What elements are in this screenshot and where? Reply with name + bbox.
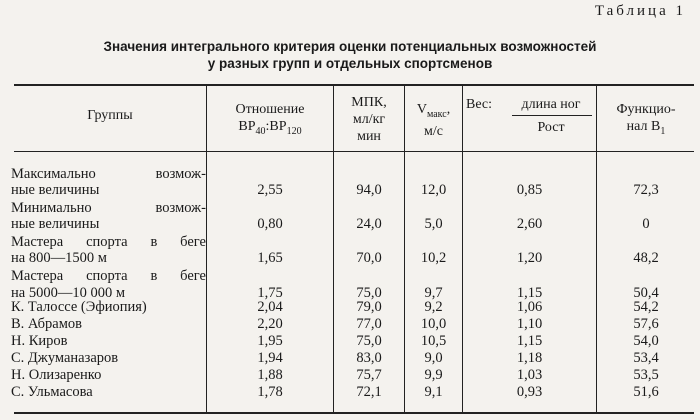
header-weight-label: Вес: (466, 97, 493, 112)
row-group-line: К. Талоссе (Эфиопия) (11, 299, 147, 315)
header-mpk (334, 94, 404, 145)
row-group-line: Н. Олизаренко (11, 367, 102, 383)
cell-functional: 53,5 (633, 367, 659, 383)
header-weight-denominator: Рост (537, 120, 565, 135)
header-functional-sub: 1 (660, 125, 666, 137)
row-group-line: Мастера спорта в беге (11, 268, 206, 284)
header-mpk-line-1: МПК, (351, 95, 387, 110)
cell-ratio: 2,55 (257, 182, 283, 198)
table-row-min-line-2 (0, 214, 700, 234)
header-vmax (405, 101, 462, 140)
cell-functional: 57,6 (633, 316, 659, 332)
header-ratio-line-2 (207, 118, 333, 140)
cell-functional: 50,4 (633, 285, 659, 301)
row-group-line: на 5000—10 000 м (11, 285, 125, 301)
cell-ratio: 1,94 (257, 350, 283, 366)
cell-weight: 1,18 (516, 350, 543, 366)
cell-functional: 0 (642, 216, 650, 232)
cell-ratio: 2,04 (257, 299, 283, 315)
cell-weight: 1,03 (516, 367, 543, 383)
header-functional (597, 101, 695, 140)
table-header-rule (14, 151, 694, 152)
header-vmax-v: V (416, 102, 427, 117)
table-bottom-rule (14, 412, 694, 414)
cell-functional: 72,3 (633, 182, 659, 198)
cell-vmax: 10,5 (420, 333, 447, 349)
cell-ratio: 1,78 (257, 384, 283, 400)
row-group-line: С. Джуманазаров (11, 350, 119, 366)
header-vmax-comma: , (446, 102, 451, 117)
header-ratio-line-1: Отношение (235, 102, 305, 117)
table-caption-line-1: Значения интегрального критерия оценки потенциальных возможностей (103, 39, 597, 54)
cell-weight: 0,93 (516, 384, 543, 400)
cell-mpk: 75,7 (356, 367, 382, 383)
header-groups: Группы (87, 108, 133, 123)
cell-ratio: 1,95 (257, 333, 283, 349)
cell-ratio: 1,75 (257, 285, 283, 301)
cell-vmax: 9,0 (424, 350, 443, 366)
table-label: Таблица 1 (594, 3, 686, 19)
table-caption-line-2: у разных групп и отдельных спортсменов (207, 56, 493, 71)
header-mpk-line-3: мин (357, 129, 381, 144)
cell-ratio: 1,88 (257, 367, 283, 383)
cell-vmax: 10,2 (420, 250, 447, 266)
cell-functional: 54,0 (633, 333, 659, 349)
cell-mpk: 94,0 (356, 182, 382, 198)
header-functional-line-2 (597, 118, 695, 140)
table-top-rule (14, 84, 694, 86)
cell-ratio: 1,65 (257, 250, 283, 266)
header-ratio-sub-b: 120 (286, 125, 302, 137)
row-group-line: Мастера спорта в беге (11, 234, 206, 250)
header-weight-numerator: длина ног (521, 97, 581, 112)
header-ratio-bp-a: ВР (238, 119, 256, 134)
cell-vmax: 9,1 (424, 384, 443, 400)
row-group-line: на 800—1500 м (11, 250, 107, 266)
cell-mpk: 75,0 (356, 285, 382, 301)
cell-functional: 54,2 (633, 299, 659, 315)
cell-mpk: 75,0 (356, 333, 382, 349)
row-group-line: Минимально возмож- (11, 200, 206, 216)
cell-mpk: 70,0 (356, 250, 382, 266)
row-group-line: ные величины (11, 216, 100, 232)
cell-vmax: 9,9 (424, 367, 443, 383)
header-vmax-sub: макс (426, 108, 447, 120)
row-group-line: В. Абрамов (11, 316, 82, 332)
header-ratio (207, 101, 333, 140)
header-functional-b: нал В (626, 119, 661, 134)
cell-weight: 1,15 (516, 333, 543, 349)
cell-mpk: 79,0 (356, 299, 382, 315)
cell-functional: 48,2 (633, 250, 659, 266)
table-row (0, 382, 700, 402)
cell-weight: 0,85 (516, 182, 543, 198)
header-ratio-sub-a: 40 (255, 125, 266, 137)
cell-vmax: 12,0 (420, 182, 447, 198)
cell-functional: 51,6 (633, 384, 659, 400)
header-ratio-colon: :ВР (265, 119, 287, 134)
header-weight-fraction-line (512, 115, 592, 116)
cell-weight: 2,60 (516, 216, 543, 232)
cell-vmax: 5,0 (424, 216, 443, 232)
cell-weight: 1,20 (516, 250, 543, 266)
cell-vmax: 10,0 (420, 316, 447, 332)
cell-mpk: 24,0 (356, 216, 382, 232)
cell-mpk: 83,0 (356, 350, 382, 366)
header-mpk-line-2: мл/кг (352, 112, 386, 127)
cell-mpk: 72,1 (356, 384, 382, 400)
cell-vmax: 9,2 (424, 299, 443, 315)
row-group-line: С. Ульмасова (11, 384, 93, 400)
header-functional-line-1: Функцио- (616, 102, 676, 117)
cell-functional: 53,4 (633, 350, 659, 366)
header-vmax-unit: м/с (424, 123, 443, 139)
header-vmax-line-1 (405, 101, 462, 123)
table-row-max-line-2 (0, 180, 700, 200)
row-group-line: ные величины (11, 182, 100, 198)
cell-weight: 1,15 (516, 285, 543, 301)
cell-weight: 1,06 (516, 299, 543, 315)
row-group-line: Н. Киров (11, 333, 68, 349)
cell-mpk: 77,0 (356, 316, 382, 332)
cell-vmax: 9,7 (424, 285, 443, 301)
cell-ratio: 2,20 (257, 316, 283, 332)
table-row-masters-800-line-2 (0, 248, 700, 268)
cell-ratio: 0,80 (257, 216, 283, 232)
cell-weight: 1,10 (516, 316, 543, 332)
row-group-line: Максимально возмож- (11, 166, 206, 182)
